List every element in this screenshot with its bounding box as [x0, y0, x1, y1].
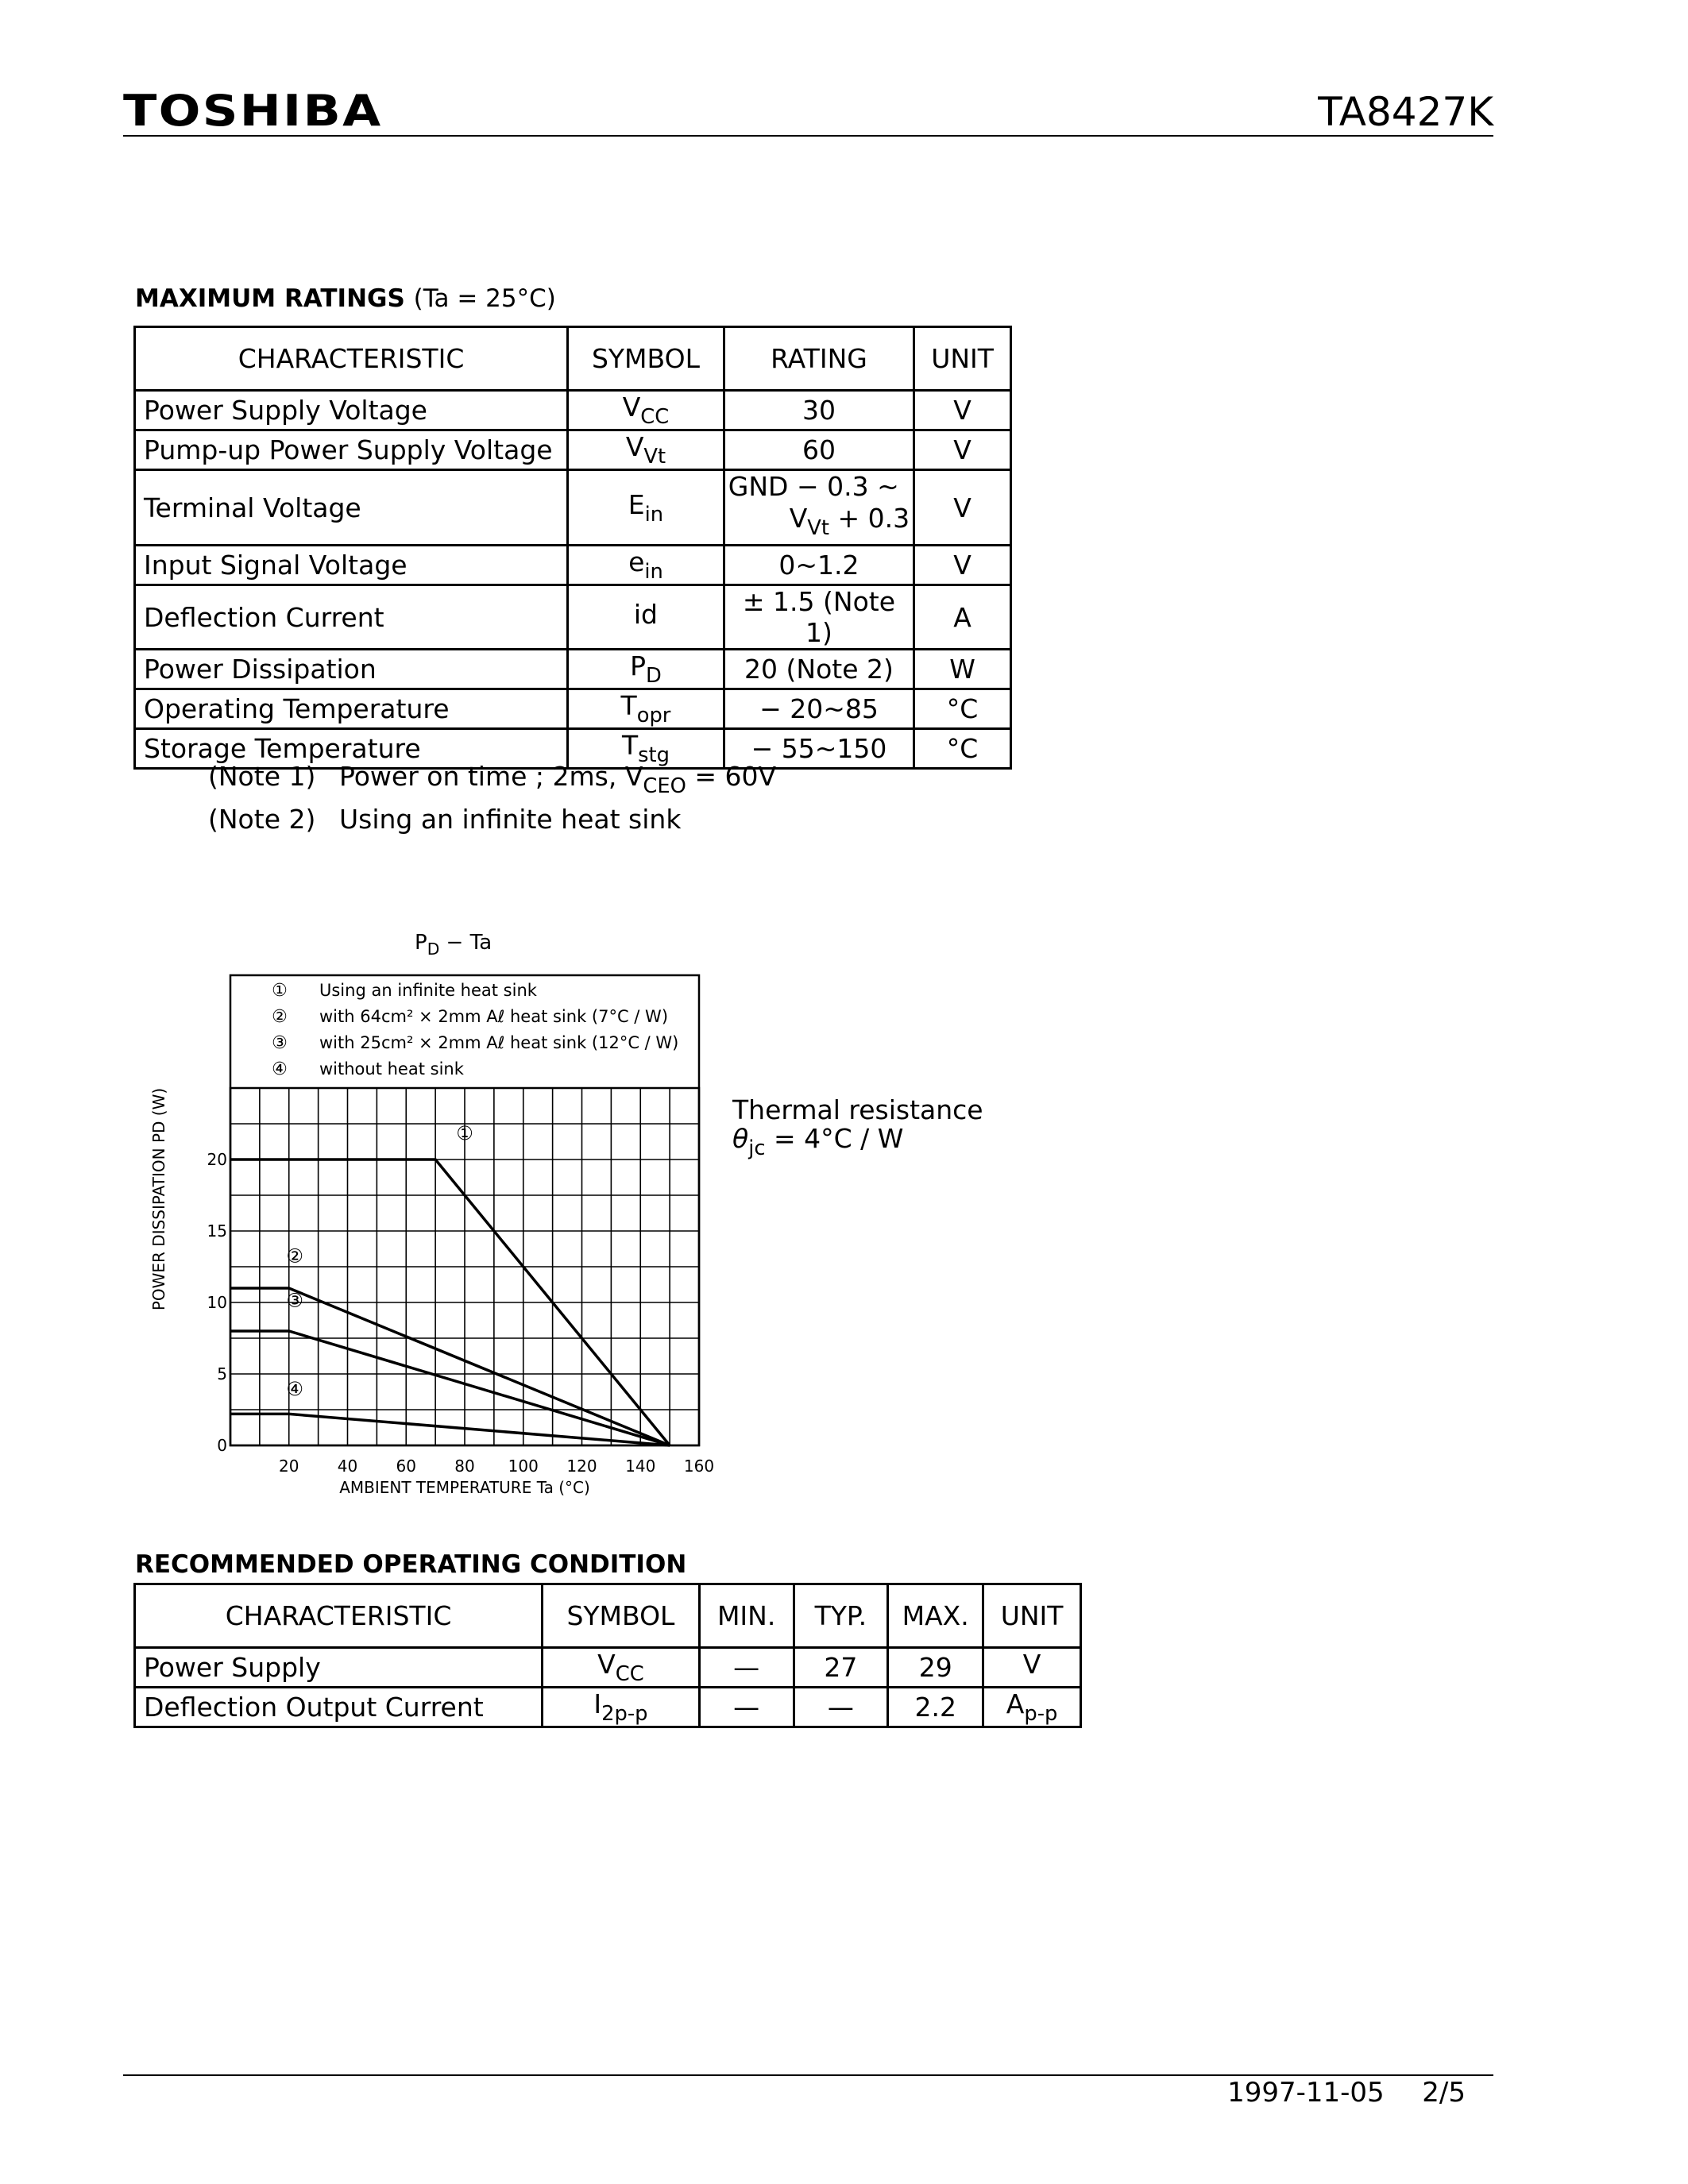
theta-symbol: θ [732, 1123, 749, 1154]
cell-rating: 60 [724, 430, 914, 470]
theta-sub: jc [748, 1136, 766, 1160]
table-row [135, 650, 1011, 689]
max-ratings-heading: MAXIMUM RATINGS [135, 284, 405, 313]
thermal-resistance [732, 1096, 983, 1163]
symbol: V [622, 392, 641, 423]
symbol-sub: 2p-p [601, 1702, 648, 1726]
symbol: id [633, 598, 659, 630]
footer-page: 2/5 [1422, 2077, 1466, 2109]
brand-logo: TOSHIBA [123, 86, 383, 136]
table-row [135, 689, 1011, 729]
cell-min: — [699, 1688, 794, 1727]
x-tick-label: 40 [337, 1457, 358, 1476]
cell-characteristic: Power Dissipation [135, 650, 568, 689]
max-ratings-condition: (Ta = 25°C) [413, 284, 556, 313]
header-max: MAX. [888, 1584, 983, 1648]
symbol: E [628, 488, 645, 520]
thermal-title: Thermal resistance [732, 1094, 983, 1125]
theta-value: = 4°C / W [765, 1123, 904, 1154]
cell-characteristic: Pump-up Power Supply Voltage [135, 430, 568, 470]
symbol: I [593, 1688, 602, 1719]
rating-line2-sym: V [789, 503, 808, 534]
cell-unit [983, 1648, 1081, 1688]
table-row [135, 1648, 1081, 1688]
y-tick-label: 0 [217, 1436, 227, 1455]
y-tick-label: 15 [207, 1221, 227, 1241]
x-tick-label: 140 [625, 1457, 656, 1476]
cell-characteristic: Storage Temperature [135, 729, 568, 769]
legend-marker: ④ [272, 1059, 288, 1079]
cell-unit: V [914, 470, 1011, 546]
legend-label: with 25cm² × 2mm Aℓ heat sink (12°C / W) [319, 1033, 679, 1052]
cell-unit: V [914, 546, 1011, 585]
cell-unit: V [914, 430, 1011, 470]
chart-title-sub: D [427, 940, 440, 959]
part-number: TA8427K [1318, 89, 1493, 135]
cell-rating [724, 470, 914, 546]
y-tick-label: 5 [217, 1364, 227, 1383]
symbol: e [628, 546, 645, 577]
cell-characteristic: Input Signal Voltage [135, 546, 568, 585]
symbol: T [620, 690, 637, 721]
note-2-tag: (Note 2) [208, 804, 316, 835]
series-label: ③ [286, 1289, 303, 1312]
legend-label: with 64cm² × 2mm Aℓ heat sink (7°C / W) [319, 1007, 669, 1026]
cell-characteristic: Power Supply Voltage [135, 391, 568, 430]
table-row [135, 470, 1011, 546]
cell-unit [983, 1688, 1081, 1727]
legend-marker: ① [272, 981, 288, 1001]
cell-symbol [568, 470, 724, 546]
legend-label: without heat sink [319, 1059, 464, 1078]
table-row [135, 391, 1011, 430]
plot-frame [230, 1088, 699, 1445]
notes [208, 760, 776, 836]
rating-line2-sub: Vt [807, 516, 829, 540]
series-line [230, 1160, 670, 1445]
header-rating: RATING [724, 327, 914, 391]
cell-characteristic: Power Supply [135, 1648, 543, 1688]
header-characteristic: CHARACTERISTIC [135, 327, 568, 391]
chart-title-rest: − Ta [439, 931, 492, 955]
x-tick-label: 100 [508, 1457, 539, 1476]
table-row [135, 585, 1011, 650]
header-characteristic: CHARACTERISTIC [135, 1584, 543, 1648]
cell-symbol [568, 430, 724, 470]
cell-symbol [568, 391, 724, 430]
symbol: T [621, 730, 639, 761]
y-tick-label: 10 [207, 1293, 227, 1312]
cell-rating: − 55~150 [724, 729, 914, 769]
note-2-text: Using an infinite heat sink [339, 804, 682, 835]
note-1-sub: CEO [643, 774, 686, 798]
series-label: ④ [286, 1378, 303, 1400]
cell-symbol [543, 1688, 700, 1727]
series-line [230, 1331, 670, 1445]
unit-sub: p-p [1024, 1702, 1058, 1726]
footer [1227, 2077, 1466, 2109]
symbol: V [597, 1649, 616, 1680]
cell-rating: ± 1.5 (Note 1) [724, 585, 914, 650]
symbol: P [630, 650, 646, 681]
cell-symbol [543, 1648, 700, 1688]
symbol-sub: Vt [643, 445, 666, 469]
y-tick-label: 20 [207, 1150, 227, 1169]
legend-marker: ② [272, 1007, 288, 1027]
rating-line2 [728, 503, 910, 544]
header-typ: TYP. [794, 1584, 888, 1648]
x-tick-label: 20 [279, 1457, 299, 1476]
cell-characteristic: Terminal Voltage [135, 470, 568, 546]
symbol-sub: in [644, 502, 664, 527]
symbol-sub: opr [636, 704, 671, 727]
series-label: ① [456, 1121, 473, 1144]
cell-unit: A [914, 585, 1011, 650]
x-tick-label: 160 [683, 1457, 715, 1476]
table-row [135, 430, 1011, 470]
cell-symbol [568, 585, 724, 650]
cell-rating: − 20~85 [724, 689, 914, 729]
footer-date: 1997-11-05 [1227, 2077, 1385, 2109]
y-axis-label: POWER DISSIPATION PD (W) [149, 1087, 168, 1311]
symbol: V [625, 431, 644, 462]
table-row [135, 1688, 1081, 1727]
note-1-tag: (Note 1) [208, 761, 316, 792]
cell-rating: 0~1.2 [724, 546, 914, 585]
cell-min: — [699, 1648, 794, 1688]
cell-max: 29 [888, 1648, 983, 1688]
cell-characteristic: Deflection Output Current [135, 1688, 543, 1727]
chart-title-main: P [415, 931, 427, 955]
cell-rating: 20 (Note 2) [724, 650, 914, 689]
recommended-title: RECOMMENDED OPERATING CONDITION [135, 1550, 687, 1579]
cell-symbol [568, 546, 724, 585]
cell-max: 2.2 [888, 1688, 983, 1727]
thermal-value [732, 1125, 983, 1163]
series-line [230, 1414, 670, 1445]
header-rule [123, 135, 1493, 137]
cell-characteristic: Deflection Current [135, 585, 568, 650]
chart-title [415, 931, 492, 959]
legend-marker: ③ [272, 1033, 288, 1053]
note-2 [208, 803, 776, 836]
symbol-sub: in [644, 560, 663, 584]
recommended-table [133, 1583, 1082, 1728]
cell-unit: V [914, 391, 1011, 430]
symbol-sub: CC [640, 405, 670, 429]
cell-unit: °C [914, 689, 1011, 729]
cell-typ: — [794, 1688, 888, 1727]
x-tick-label: 60 [396, 1457, 416, 1476]
symbol-sub: CC [615, 1662, 644, 1686]
x-tick-label: 120 [566, 1457, 597, 1476]
rating-line2-rest: + 0.3 [829, 503, 910, 534]
max-ratings-title [135, 284, 556, 313]
rating-line1: GND − 0.3 ~ [728, 471, 899, 502]
legend-label: Using an infinite heat sink [319, 981, 537, 1000]
cell-characteristic: Operating Temperature [135, 689, 568, 729]
header-symbol: SYMBOL [543, 1584, 700, 1648]
note-1 [208, 760, 776, 803]
footer-rule [123, 2074, 1493, 2076]
cell-symbol [568, 689, 724, 729]
header-symbol: SYMBOL [568, 327, 724, 391]
cell-typ: 27 [794, 1648, 888, 1688]
header-min: MIN. [699, 1584, 794, 1648]
max-ratings-table [133, 326, 1012, 770]
cell-rating: 30 [724, 391, 914, 430]
table-row [135, 546, 1011, 585]
symbol-sub: D [645, 664, 662, 688]
cell-unit: °C [914, 729, 1011, 769]
header-unit: UNIT [914, 327, 1011, 391]
unit: A [1006, 1688, 1025, 1719]
legend-box [230, 975, 699, 1445]
unit: V [1022, 1649, 1041, 1680]
header-unit: UNIT [983, 1584, 1081, 1648]
x-tick-label: 80 [454, 1457, 475, 1476]
cell-symbol [568, 650, 724, 689]
note-1-post: = 60V [686, 761, 777, 792]
series-line [230, 1288, 670, 1445]
note-1-text: Power on time ; 2ms, V [339, 761, 643, 792]
series-label: ② [286, 1244, 303, 1268]
x-axis-label: AMBIENT TEMPERATURE Ta (°C) [339, 1478, 590, 1497]
cell-unit: W [914, 650, 1011, 689]
symbol-sub: stg [638, 743, 670, 767]
